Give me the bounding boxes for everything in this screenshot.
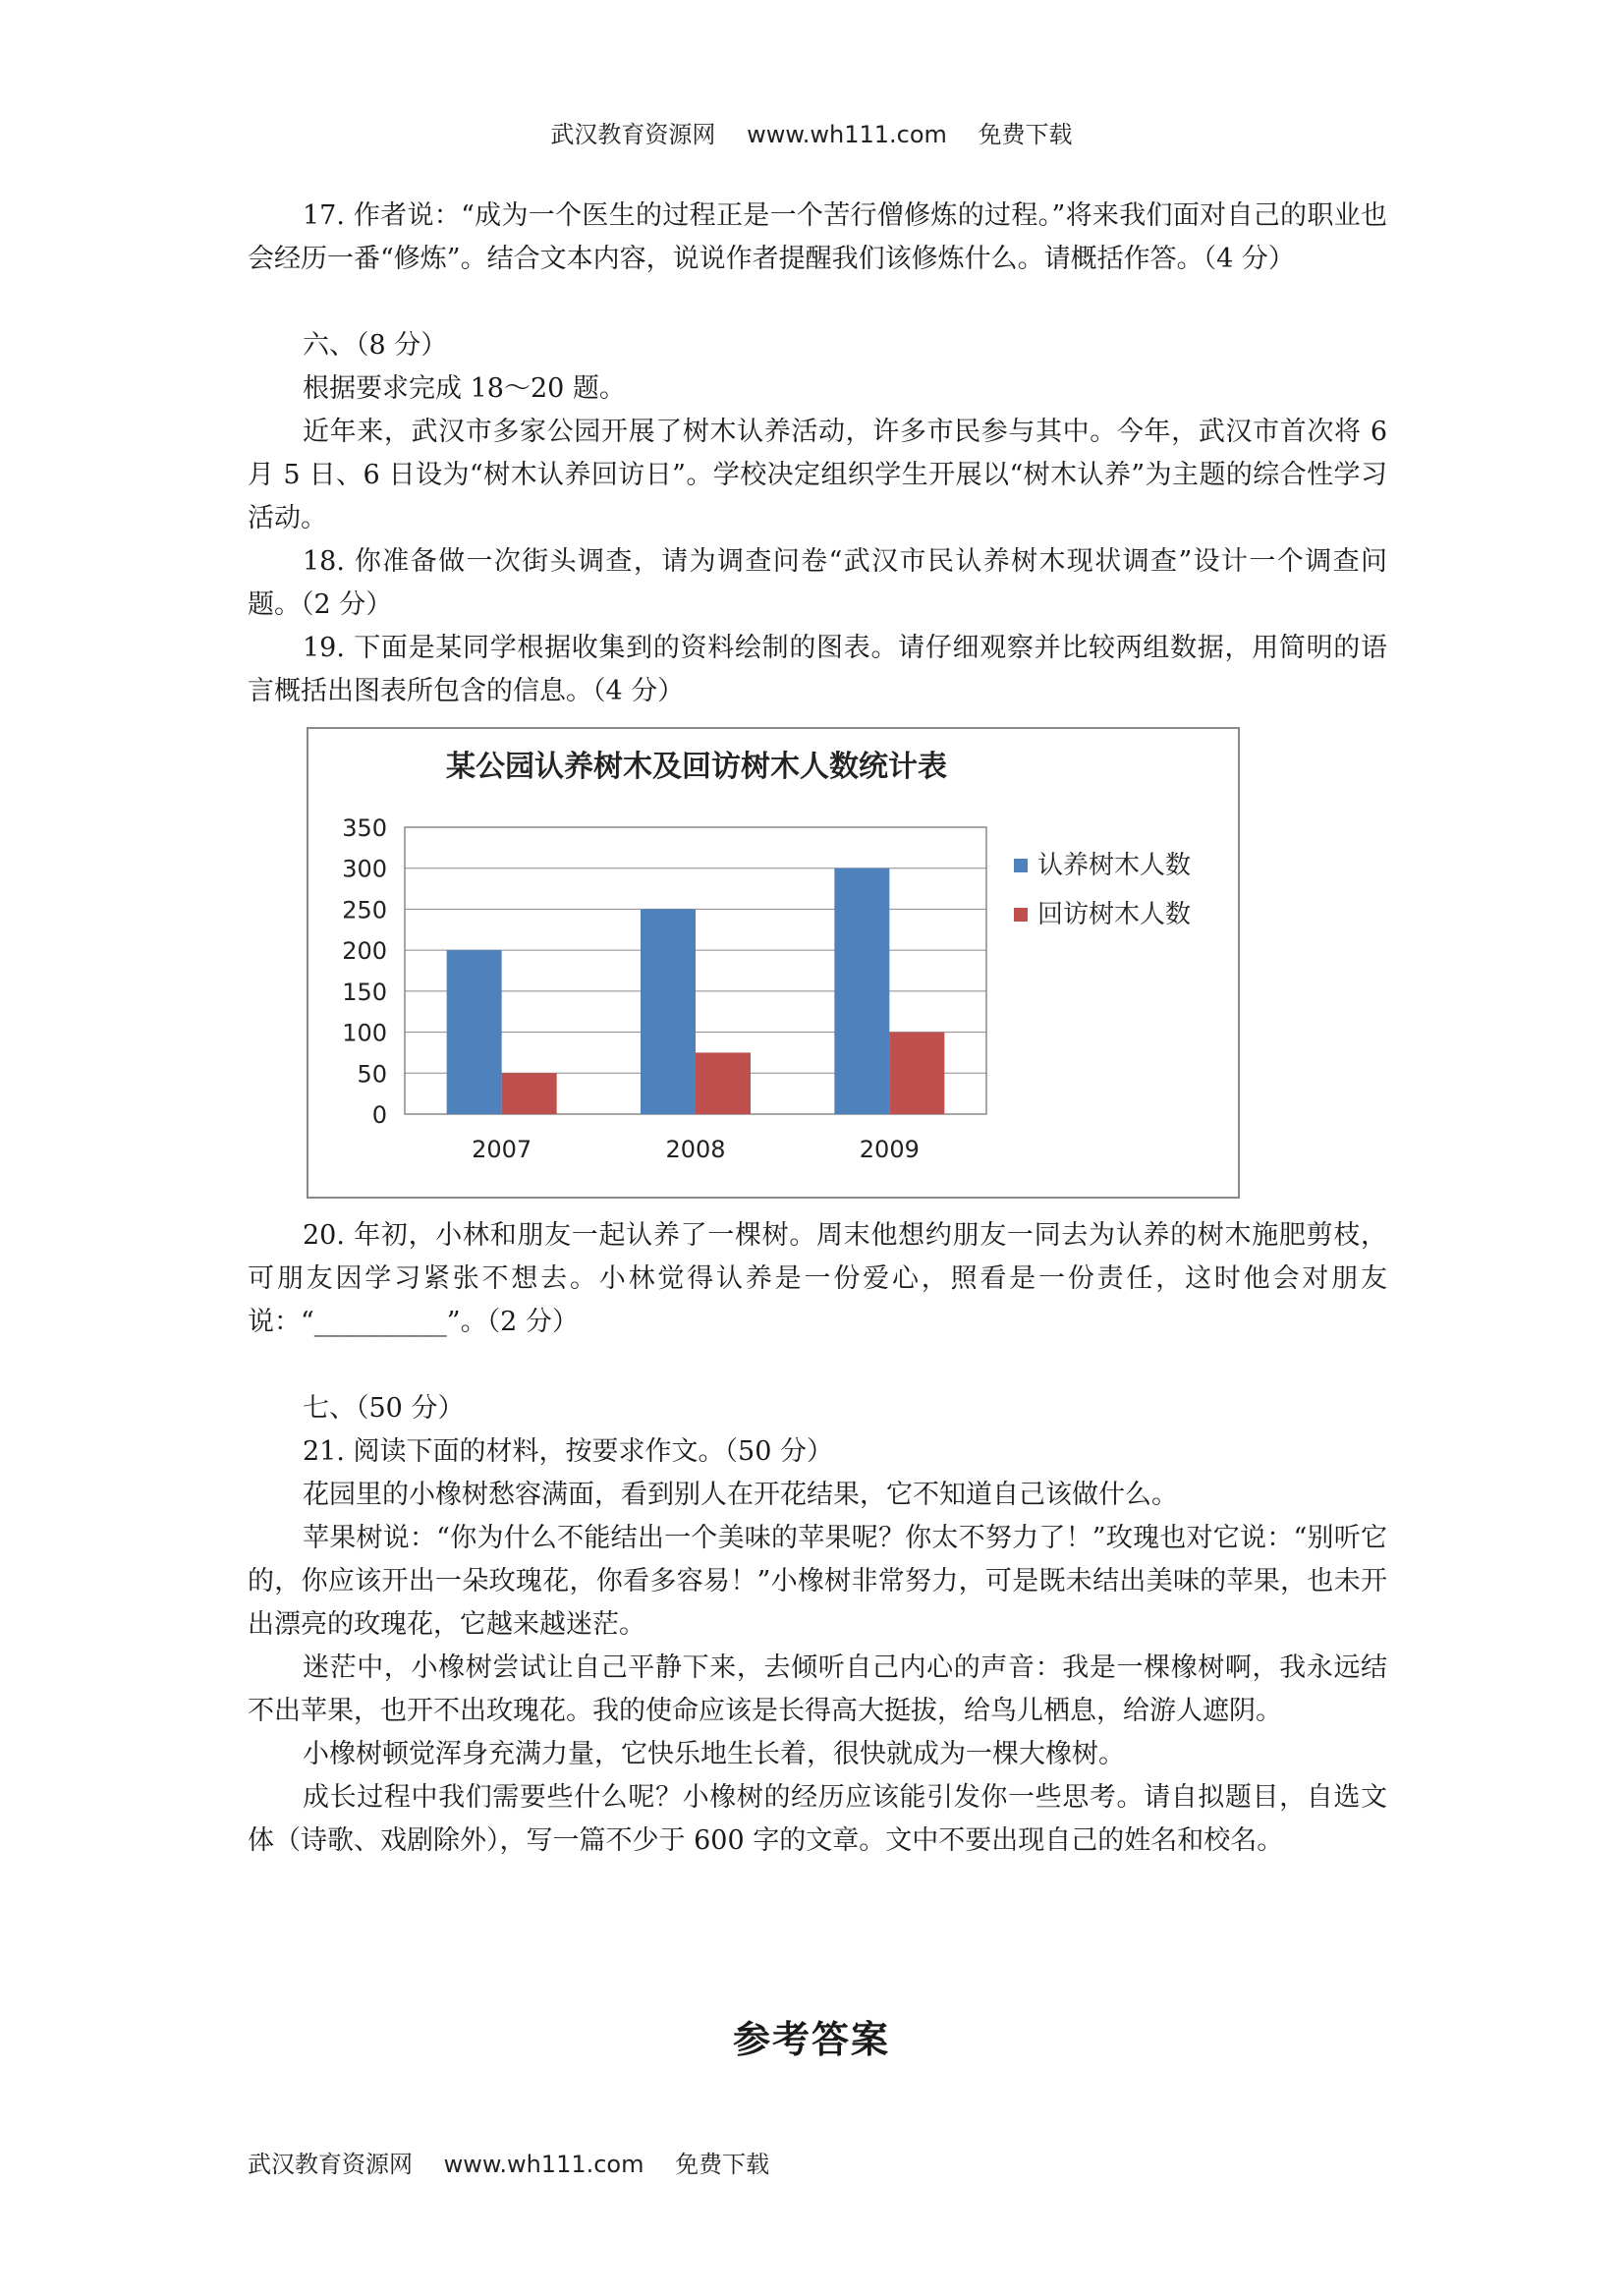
y-tick-label: 50: [357, 1060, 387, 1089]
x-tick-label: 2007: [472, 1136, 532, 1163]
chart-svg: [308, 729, 1238, 1197]
header-site: 武汉教育资源网: [550, 121, 716, 148]
section-7-title: 七、（50 分）: [303, 1393, 465, 1424]
y-tick-label: 300: [342, 855, 387, 883]
header-url: www.wh111.com: [747, 121, 947, 148]
bar-adopt-2008: [641, 909, 696, 1114]
document-body: [248, 195, 1387, 1863]
y-tick-label: 0: [371, 1101, 387, 1129]
y-tick-label: 250: [342, 896, 387, 924]
x-tick-label: 2008: [665, 1136, 726, 1163]
bar-revisit-2007: [502, 1073, 557, 1114]
material-paragraph-1: 花园里的小橡树愁容满面，看到别人在开花结果，它不知道自己该做什么。: [303, 1480, 1178, 1510]
footer-url: www.wh111.com: [443, 2151, 644, 2178]
question-21: 21. 阅读下面的材料，按要求作文。（50 分）: [303, 1436, 833, 1467]
page-header: [0, 115, 1623, 149]
section-6-title: 六、（8 分）: [303, 330, 448, 361]
header-free: 免费下载: [978, 121, 1073, 148]
footer-site: 武汉教育资源网: [248, 2151, 413, 2178]
question-20: 20. 年初，小林和朋友一起认养了一棵树。周末他想约朋友一同去为认养的树木施肥剪枝，可朋友因学习紧张不想去。小林觉得认养是一份爱心，照看是一份责任，这时他会对朋友说：“__________”。（2 分）: [248, 1220, 1387, 1337]
footer-free: 免费下载: [675, 2151, 770, 2178]
y-tick-label: 150: [342, 978, 387, 1006]
question-17: 17. 作者说：“成为一个医生的过程正是一个苦行僧修炼的过程。”将来我们面对自己的职业也会经历一番“修炼”。结合文本内容，说说作者提醒我们该修炼什么。请概括作答。（4 分）: [248, 200, 1387, 274]
chart-title: 某公园认养树木及回访树木人数统计表: [446, 750, 947, 784]
question-18: 18. 你准备做一次街头调查，请为调查问卷“武汉市民认养树木现状调查”设计一个调查问题。（2 分）: [248, 546, 1387, 620]
material-paragraph-4: 小橡树顿觉浑身充满力量，它快乐地生长着，很快就成为一棵大橡树。: [303, 1739, 1125, 1769]
section-6-intro: 根据要求完成 18～20 题。: [303, 373, 626, 404]
legend-swatch: [1014, 908, 1028, 922]
legend-label: 回访树木人数: [1037, 900, 1192, 929]
answers-title: 参考答案: [732, 2018, 890, 2061]
material-paragraph-2: 苹果树说：“你为什么不能结出一个美味的苹果呢？你太不努力了！”玫瑰也对它说：“别听它的，你应该开出一朵玫瑰花，你看多容易！”小橡树非常努力，可是既未结出美味的苹果，也未开出漂亮的玫瑰花，它越来越迷茫。: [248, 1523, 1387, 1640]
bar-adopt-2007: [447, 950, 502, 1114]
y-tick-label: 100: [342, 1019, 387, 1047]
bar-revisit-2009: [889, 1033, 944, 1114]
legend-swatch: [1014, 859, 1028, 872]
section-6-background: 近年来，武汉市多家公园开展了树木认养活动，许多市民参与其中。今年，武汉市首次将 6 月 5 日、6 日设为“树木认养回访日”。学校决定组织学生开展以“树木认养”为主题的综合性学习活动。: [248, 417, 1387, 533]
y-tick-label: 350: [342, 814, 387, 842]
question-19: 19. 下面是某同学根据收集到的资料绘制的图表。请仔细观察并比较两组数据，用简明的语言概括出图表所包含的信息。（4 分）: [248, 633, 1387, 706]
y-tick-label: 200: [342, 937, 387, 966]
page-footer: [248, 2145, 793, 2179]
bar-revisit-2008: [696, 1052, 751, 1114]
bar-chart: [307, 727, 1240, 1199]
legend-label: 认养树木人数: [1037, 851, 1192, 880]
x-tick-label: 2009: [859, 1136, 920, 1163]
essay-requirement: 成长过程中我们需要些什么呢？小橡树的经历应该能引发你一些思考。请自拟题目，自选文体（诗歌、戏剧除外），写一篇不少于 600 字的文章。文中不要出现自己的姓名和校名。: [248, 1782, 1387, 1856]
bar-adopt-2009: [834, 868, 889, 1114]
material-paragraph-3: 迷茫中，小橡树尝试让自己平静下来，去倾听自己内心的声音：我是一棵橡树啊，我永远结不出苹果，也开不出玫瑰花。我的使命应该是长得高大挺拔，给鸟儿栖息，给游人遮阴。: [248, 1652, 1387, 1726]
